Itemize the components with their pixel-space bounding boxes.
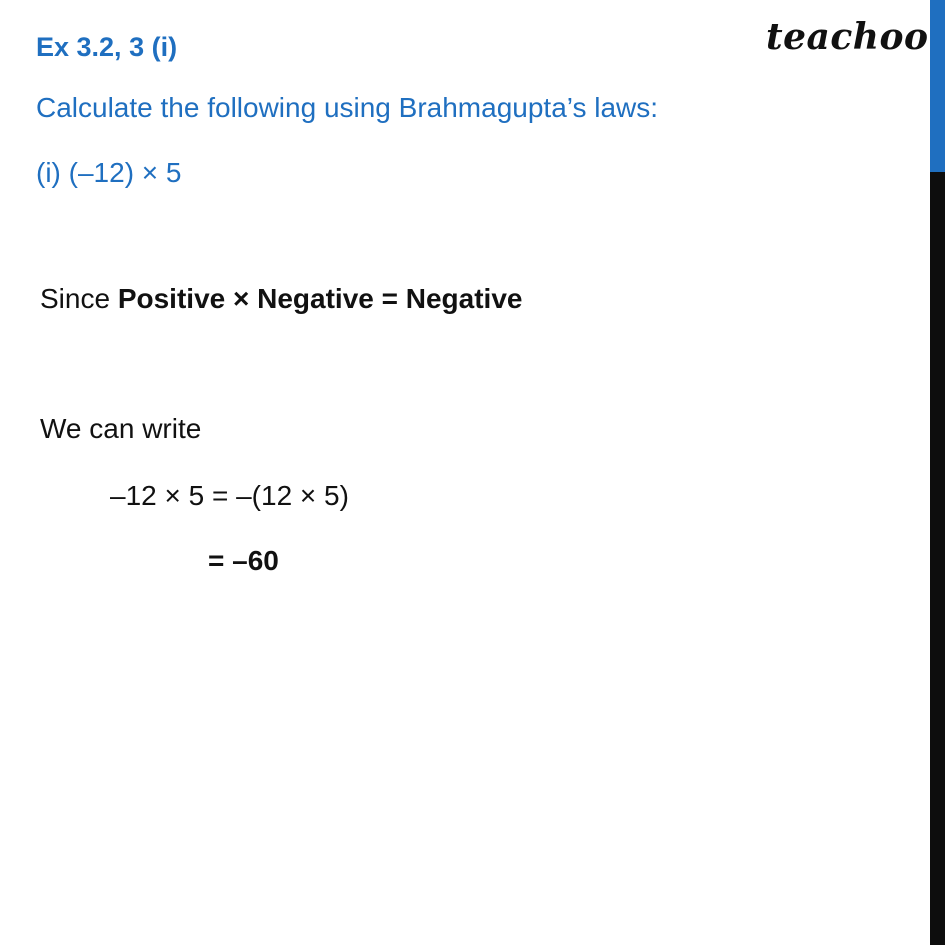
since-statement (40, 283, 522, 315)
since-prefix: Since (40, 283, 118, 314)
solution-answer: = –60 (208, 545, 279, 576)
right-side-bar-accent (930, 0, 945, 172)
right-side-bar (930, 0, 945, 945)
we-can-write-text: We can write (40, 413, 202, 444)
sign-rule: Positive × Negative = Negative (117, 283, 523, 314)
question-prompt: Calculate the following using Brahmagupta’s laws: (36, 92, 659, 123)
exercise-title: Ex 3.2, 3 (i) (36, 32, 178, 62)
teachoo-logo: teachoo (766, 16, 929, 58)
question-part: (i) (–12) × 5 (36, 157, 182, 188)
solution-step-1: –12 × 5 = –(12 × 5) (110, 480, 349, 511)
